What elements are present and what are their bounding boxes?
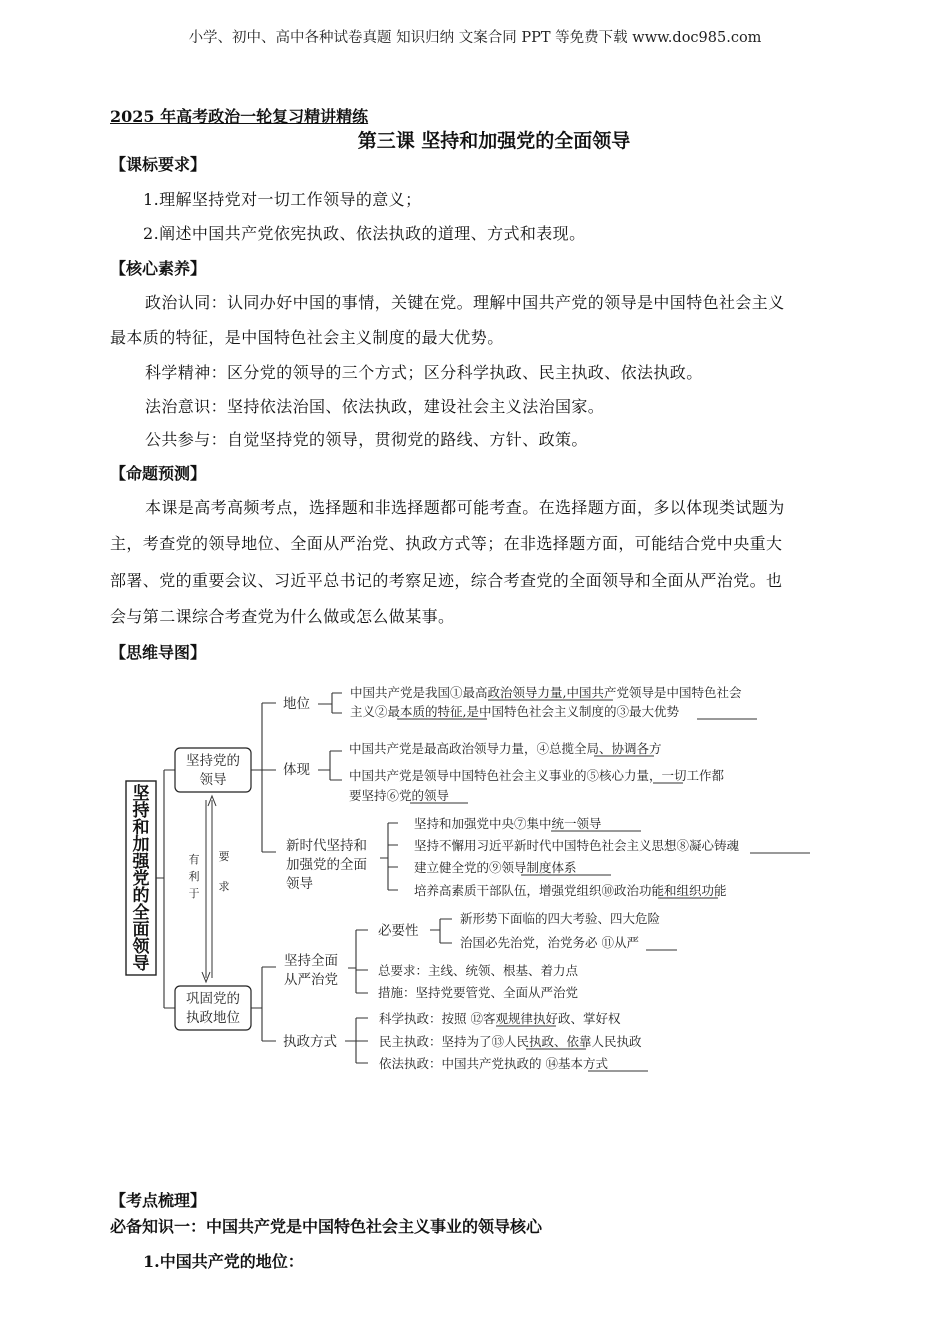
mindmap-root-label	[132, 784, 151, 974]
node-consolidate-position-line: 执政地位	[186, 1010, 240, 1026]
status-line2: 主义②最本质的特征,是中国特色社会主义制度的③最大优势	[350, 704, 680, 719]
node-uphold-leadership-line: 领导	[199, 772, 227, 788]
literacy-line: 最本质的特征，是中国特色社会主义制度的最大优势。	[110, 328, 504, 347]
embody-line3: 要坚持⑥党的领导	[349, 788, 450, 803]
embody-connector	[318, 751, 342, 780]
new-era-item4: 培养高素质干部队伍，增强党组织⑩政治功能和组织功能	[414, 883, 727, 898]
necessity-item: 新形势下面临的四大考验、四大危险	[460, 911, 661, 926]
root-char: 的	[132, 886, 150, 906]
governance-democratic: 民主执政：坚持为了⑬人民执政、依靠人民执政	[379, 1034, 642, 1049]
forecast-line: 部署、党的重要会议、习近平总书记的考察足迹，综合考查党的全面领导和全面从严治党。也	[110, 571, 783, 590]
review-heading: 【考点梳理】	[110, 1191, 207, 1210]
governance-connector	[345, 1018, 368, 1063]
necessity-connector	[430, 919, 452, 943]
root-char: 和	[132, 818, 150, 838]
knowledge-heading: 必备知识一：中国共产党是中国特色社会主义事业的领导核心	[110, 1217, 543, 1236]
root-char: 面	[132, 920, 150, 940]
branch-governance-label: 执政方式	[283, 1034, 337, 1050]
new-era-connector	[380, 823, 398, 890]
series-title: 2025 年高考政治一轮复习精讲精练	[110, 107, 369, 126]
node-a-connector	[251, 703, 276, 852]
branch-new-era-line: 新时代坚持和	[286, 838, 367, 854]
branch-strict-line: 从严治党	[284, 972, 338, 988]
new-era-item2: 坚持不懈用习近平新时代中国特色社会主义思想⑧凝心铸魂	[414, 838, 740, 853]
branch-new-era-line: 领导	[286, 876, 313, 892]
branch-embody-label: 体现	[283, 762, 310, 778]
status-connector	[318, 693, 342, 713]
page-header: 小学、初中、高中各种试卷真题 知识归纳 文案合同 PPT 等免费下载 www.doc985.com	[188, 30, 762, 46]
necessity-item2: 治国必先治党，治党务必 ⑪从严	[460, 935, 639, 950]
root-char: 持	[132, 801, 150, 821]
strict-connector	[348, 930, 368, 993]
rel-conducive-char: 利	[188, 870, 200, 883]
status-line1: 中国共产党是我国①最高政治领导力量,中国共产党领导是中国特色社会	[350, 685, 742, 700]
forecast-line: 本课是高考高频考点，选择题和非选择题都可能考查。在选择题方面，多以体现类试题为	[145, 498, 785, 517]
strict-necessity-label: 必要性	[378, 923, 419, 939]
node-b-connector	[251, 967, 276, 1041]
strict-requirement: 总要求：主线、统领、根基、着力点	[378, 963, 579, 978]
node-consolidate-position-line: 巩固党的	[186, 991, 240, 1007]
literacy-line: 政治认同：认同办好中国的事情，关键在党。理解中国共产党的领导是中国特色社会主义	[145, 293, 785, 312]
root-connector	[156, 770, 175, 1008]
embody-line1: 中国共产党是最高政治领导力量，④总揽全局、协调各方	[349, 741, 662, 756]
root-char: 坚	[132, 784, 150, 804]
root-char: 领	[132, 937, 150, 957]
governance-lawful: 依法执政：中国共产党执政的 ⑭基本方式	[379, 1056, 608, 1071]
point-heading: 1.中国共产党的地位：	[143, 1252, 304, 1271]
curriculum-item: 1.理解坚持党对一切工作领导的意义；	[143, 190, 422, 209]
node-uphold-leadership-line: 坚持党的	[186, 753, 240, 769]
literacy-line: 公共参与：自觉坚持党的领导，贯彻党的路线、方针、政策。	[145, 430, 588, 449]
curriculum-item: 2.阐述中国共产党依宪执政、依法执政的道理、方式和表现。	[143, 224, 586, 243]
mindmap-heading: 【思维导图】	[110, 643, 207, 662]
lesson-title: 第三课 坚持和加强党的全面领导	[357, 130, 631, 152]
forecast-line: 会与第二课综合考查党为什么做或怎么做某事。	[110, 607, 455, 626]
embody-line2: 中国共产党是领导中国特色社会主义事业的⑤核心力量，一切工作都	[349, 768, 725, 783]
new-era-item3: 建立健全党的⑨领导制度体系	[414, 860, 577, 875]
branch-strict-line: 坚持全面	[284, 953, 338, 969]
root-char: 导	[132, 954, 150, 974]
strict-measure: 措施：坚持党要管党、全面从严治党	[378, 985, 579, 1000]
literacy-heading: 【核心素养】	[110, 259, 207, 278]
curriculum-heading: 【课标要求】	[110, 155, 207, 174]
forecast-heading: 【命题预测】	[110, 464, 207, 483]
literacy-line: 法治意识：坚持依法治国、依法执政，建设社会主义法治国家。	[145, 397, 605, 416]
branch-new-era-line: 加强党的全面	[286, 857, 367, 873]
root-char: 加	[132, 835, 150, 855]
literacy-line: 科学精神：区分党的领导的三个方式；区分科学执政、民主执政、依法执政。	[145, 363, 703, 382]
branch-status-label: 地位	[283, 696, 310, 712]
forecast-line: 主，考查党的领导地位、全面从严治党、执政方式等；在非选择题方面，可能结合党中央重大	[110, 534, 783, 553]
rel-require-char: 求	[218, 880, 230, 893]
rel-conducive-char: 于	[188, 887, 200, 900]
rel-conducive-char: 有	[188, 853, 200, 866]
rel-require-char: 要	[218, 850, 230, 863]
new-era-item1: 坚持和加强党中央⑦集中统一领导	[414, 816, 602, 831]
governance-scientific: 科学执政：按照 ⑫客观规律执好政、掌好权	[379, 1011, 621, 1026]
root-char: 全	[132, 903, 150, 923]
root-char: 强	[132, 852, 150, 872]
root-char: 党	[132, 869, 150, 889]
